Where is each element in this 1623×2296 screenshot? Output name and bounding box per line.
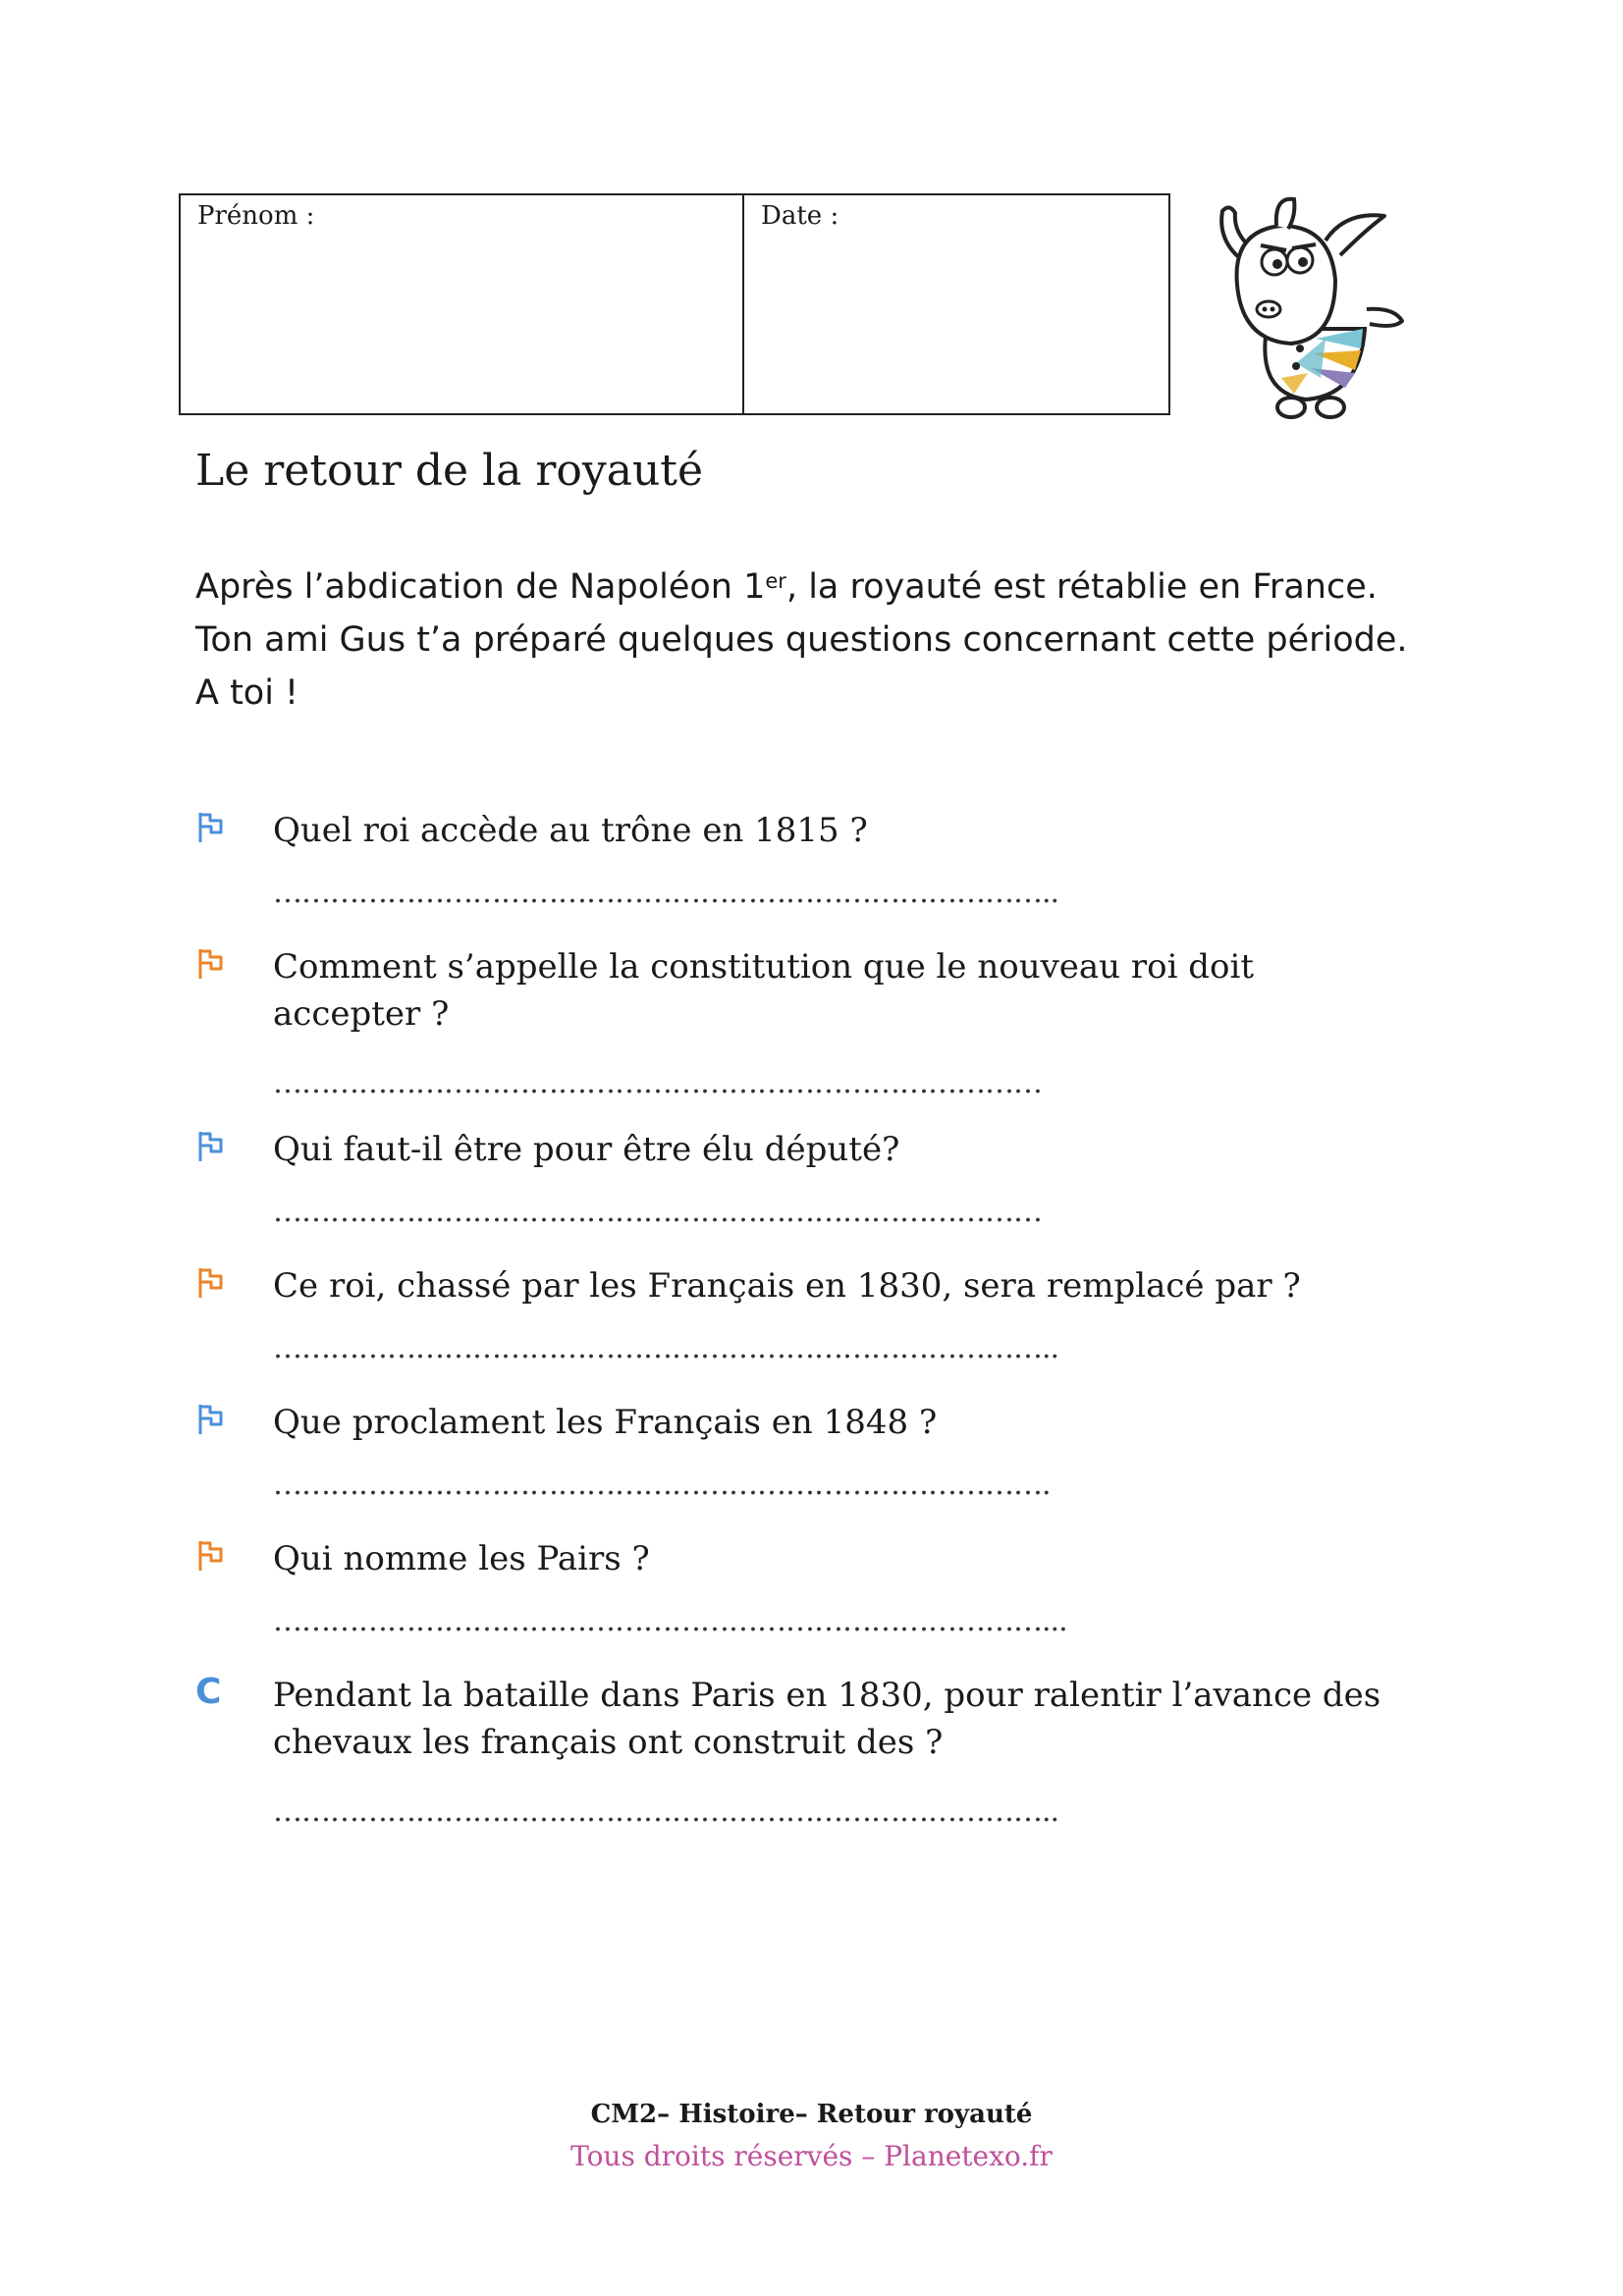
answer-line[interactable]: ……………………………………………………………………… [273, 1066, 1042, 1100]
answer-line[interactable]: ……………………………………………………………………….. [273, 1794, 1059, 1829]
page-title: Le retour de la royauté [195, 446, 703, 497]
date-label: Date : [761, 201, 839, 231]
answer-line[interactable]: ……………………………………………………………………….. [273, 876, 1059, 910]
answer-line[interactable]: ………………………………………………………………………... [273, 1604, 1067, 1638]
intro-line1-a: Après l’abdication de Napoléon 1 [195, 567, 766, 607]
intro-line1-b: , la royauté est rétablie en France. [785, 567, 1378, 607]
flag-icon [195, 947, 225, 981]
answer-line[interactable]: ………………………………………………………………………. [273, 1468, 1051, 1502]
flag-icon [195, 1539, 225, 1573]
intro-paragraph [195, 561, 1472, 720]
c-letter-icon: C [195, 1672, 222, 1712]
question-text: Comment s’appelle la constitution que le nouveau roi doit accepter ? [273, 947, 1255, 1034]
question-text: Qui faut-il être pour être élu député? [273, 1130, 900, 1169]
question-text: Ce roi, chassé par les Français en 1830, sera remplacé par ? [273, 1266, 1301, 1306]
question-text: Que proclament les Français en 1848 ? [273, 1403, 938, 1442]
flag-icon [195, 811, 225, 844]
question-text: Quel roi accède au trône en 1815 ? [273, 811, 868, 850]
flag-icon [195, 1130, 225, 1163]
name-date-box [179, 193, 1170, 415]
answer-line[interactable]: ……………………………………………………………………….. [273, 1331, 1059, 1365]
intro-line3: A toi ! [195, 673, 299, 713]
flag-icon [195, 1403, 225, 1436]
footer-course: CM2– Histoire– Retour royauté [590, 2100, 1033, 2129]
prenom-field[interactable] [181, 195, 744, 413]
prenom-label: Prénom : [197, 201, 315, 231]
date-field[interactable] [744, 195, 1168, 413]
intro-superscript: er [765, 569, 786, 593]
footer-copyright: Tous droits réservés – Planetexo.fr [570, 2140, 1053, 2172]
intro-line2: Ton ami Gus t’a préparé quelques questions concernant cette période. [195, 620, 1408, 660]
gus-mascot-icon [1198, 191, 1414, 427]
answer-line[interactable]: ……………………………………………………………………… [273, 1195, 1042, 1229]
question-text: Pendant la bataille dans Paris en 1830, pour ralentir l’avance des chevaux les français ont construit des ? [273, 1676, 1381, 1762]
flag-icon [195, 1266, 225, 1300]
question-text: Qui nomme les Pairs ? [273, 1539, 650, 1578]
